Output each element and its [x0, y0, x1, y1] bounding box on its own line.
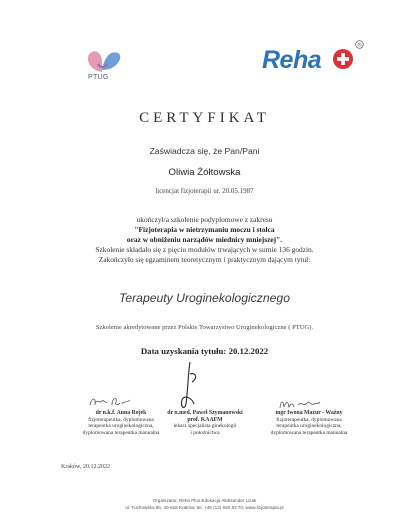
signature-scribble-1: [88, 395, 132, 409]
signature-role: dyplomowana terapeutka manualna: [270, 429, 348, 436]
signature-name: dr n.med. Paweł Szymanowski: [167, 410, 243, 416]
recipient-license: licencjat fizjoterapii ur. 20.05.1987: [155, 187, 254, 195]
signature-name: dr n.k.f. Anna Rojek: [95, 410, 147, 416]
course-title-line1: "Fizjoterapia w nietrzymaniu moczu i stolca: [134, 225, 275, 234]
signature-role: dyplomowana terapeutka manualna: [82, 429, 160, 436]
completed-text: ukończył/a szkolenie podyplomowe z zakresu: [136, 215, 273, 224]
signature-block-3: [254, 410, 364, 436]
signature-role: fizjoterapeutka, dyplomowana: [88, 416, 154, 423]
intro-text: Zaświadcza się, że Pan/Pani: [149, 146, 260, 156]
title-date: Data uzyskania tytułu: 20.12.2022: [140, 346, 269, 356]
signature-role: terapeutka uroginekologiczna,: [88, 423, 154, 430]
signature-role: terapeutka uroginekologiczna,: [276, 423, 342, 430]
reha-logo-text: Reha: [262, 46, 322, 74]
exam-text: Zakończyło się egzaminem teoretycznym i praktycznym dającym tytuł:: [98, 255, 311, 264]
signature-name: mgr Iwona Mazur - Ważny: [275, 410, 343, 416]
footer-address: ul. Tuchowska 8b, 30-618 Kraków, tel. +48 (12) 650 83 70, www.fizjoterapia.pl: [125, 505, 284, 510]
place-and-date: Kraków, 20.12.2022: [61, 464, 110, 470]
signature-role: fizjoterapeutka, dyplomowana: [276, 416, 342, 423]
signature-role: prof. KAAFM: [187, 416, 223, 423]
course-title-line2: oraz w obniżeniu narządów miednicy mniejszej".: [126, 235, 283, 244]
certificate-title: CERTYFIKAT: [139, 110, 270, 126]
signature-scribble-2: [176, 360, 206, 412]
signature-role: i położnictwa: [190, 429, 220, 436]
recipient-name: Oliwia Żółtowska: [168, 167, 241, 178]
footer-organizer: Organizator, Reha Plus Edukacja Aleksander Lizak: [152, 498, 257, 503]
specialty-title: Terapeuty Uroginekologicznego: [119, 291, 290, 305]
reha-plus-icon: [333, 49, 353, 69]
accreditation-text: Szkolenie akredytowane przez Polskie Towarzystwo Uroginekologiczne ( PTUG).: [95, 324, 314, 331]
signature-block-2: [150, 410, 260, 436]
modules-text: Szkolenie składało się z pięciu modułów trwających w sumie 136 godzin.: [95, 245, 314, 254]
signature-scribble-3: [278, 396, 322, 410]
ptug-logo-text: PTUG: [88, 74, 109, 81]
signature-role: lekarz specjalista ginekologii: [173, 423, 237, 430]
registered-mark-icon: [355, 40, 364, 49]
svg-text:®: ®: [357, 42, 362, 49]
